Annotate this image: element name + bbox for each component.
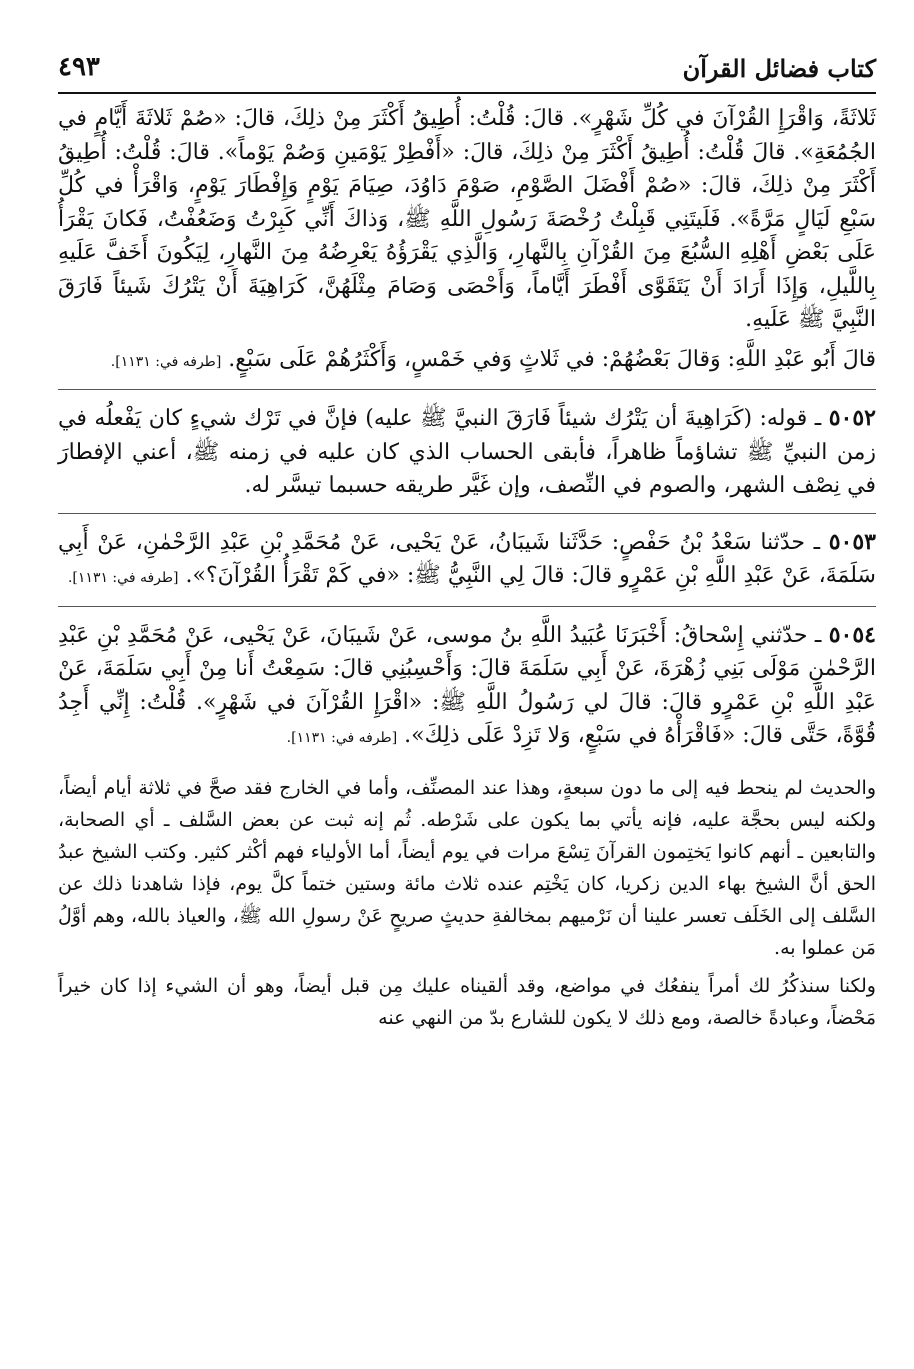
page-header <box>58 40 876 94</box>
hadith-text: ـ حدّثنا سَعْدُ بْنُ حَفْصٍ: حَدَّثَنا شَيبَانُ، عَنْ يَحْيى، عَنْ مُحَمَّدِ بْنِ عَبْدِ الرَّحْمٰنِ، عَنْ أَبِي سَلَمَةَ، عَنْ عَبْدِ اللَّهِ بْنِ عَمْرٍو قالَ: قالَ لِي النَّبِيُّ ﷺ: «في كَمْ تَقْرَأُ القُرْآنَ؟». <box>58 529 876 588</box>
page-number: ٤٩٣ <box>58 52 100 82</box>
book-title: كتاب فضائل القرآن <box>682 54 876 83</box>
hadith-5054 <box>58 619 876 756</box>
document-page <box>58 40 876 1340</box>
cross-reference: [طرفه في: ١١٣١]. <box>67 570 179 586</box>
cross-reference: [طرفه في: ١١٣١]. <box>110 353 222 370</box>
hadith-number: ٥٠٥٤ <box>828 621 876 648</box>
hadith-text: ـ حدّثني إِسْحاقُ: أَخْبَرَنَا عُبَيدُ اللَّهِ بنُ موسى، عَنْ شَيبَانَ، عَنْ يَحْيى، عَنْ مُحَمَّدِ بْنِ عَبْدِ الرَّحْمٰنِ مَوْلَى بَنِي زُهْرَةَ، عَنْ أَبِي سَلَمَةَ قالَ: وَأَحْسِبُنِي قالَ: سَمِعْتُ أَنا مِنْ أَبِي سَلَمَةَ، عَنْ عَبْدِ اللَّهِ بْنِ عَمْرٍو قالَ: قالَ لي رَسُولُ اللَّهِ ﷺ: «اقْرَإِ القُرْآنَ في شَهْرٍ». قُلْتُ: إِنِّي أَجِدُ قُوَّةً، حَتَّى قالَ: «فَاقْرَأْهُ في سَبْعٍ، وَلا تَزِدْ عَلَى ذلِكَ». <box>58 622 876 748</box>
section-divider <box>58 606 876 607</box>
narrator-note <box>58 343 876 380</box>
section-divider <box>58 389 876 390</box>
commentary-5052 <box>58 402 876 503</box>
hadith-5053 <box>58 526 876 596</box>
narrator-note-text: قالَ أَبُو عَبْدِ اللَّهِ: وَقالَ بَعْضُهُمْ: في ثَلاثٍ وَفي خَمْسٍ، وَأَكْثَرُهُمْ عَلَى سَبْعٍ. <box>228 346 876 372</box>
commentary-text: ـ قوله: (كَرَاهِيةَ أن يَتْرُك شيئاً فَارَقَ النبيَّ ﷺ عليه) فإنَّ في تَرْك شيءٍ كان يَفْعلُه في زمن النبيِّ ﷺ تشاؤماً ظاهراً، فأبقى الحساب الذي كان عليه في زمنه ﷺ، أعني الإفطارَ في نِصْف الشهر، والصوم في النِّصف، وإن غَيَّر طريقه حسبما تيسَّر له. <box>58 406 876 498</box>
section-divider <box>58 513 876 514</box>
hadith-number: ٥٠٥٣ <box>828 528 876 555</box>
cross-reference: [طرفه في: ١١٣١]. <box>286 730 398 746</box>
commentary-paragraph: والحديث لم ينحط فيه إلى ما دون سبعةٍ، وهذا عند المصنِّف، وأما في الخارج فقد صحَّ في ثلاثة أيام أيضاً، ولكنه ليس بحجَّة عليه، فإنه يأتي بما يكون على شَرْطه. ثُم إنه ثبت عن بعض السَّلف ـ أي الصحابة، والتابعين ـ أنهم كانوا يَختِمون القرآنَ تِسْعَ مرات في يوم أيضاً، أما الأولياء فهم أكْثر كثير. وكتب الشيخ عبدُ الحق أنَّ الشيخ بهاء الدين زكريا، كان يَخْتِم عنده ثلاث مائة وستين ختماً كلَّ يوم، فإذا شاهدنا ذلك عن السَّلف إلى الخَلَف تعسر علينا أن نَرْميهم بمخالفةِ حديثٍ صريحٍ عَنْ رسولِ الله ﷺ، والعياذ بالله، وهم أوَّلُ مَن عملوا به. <box>58 776 876 959</box>
commentary-paragraph: ولكنا سنذكُرُ لك أمراً ينفعُك في مواضع، وقد ألقيناه عليك مِن قبل أيضاً، وهو أن الشيء إذا كان خيراً مَحْضاً، وعبادةً خالصة، ومع ذلك لا يكون للشارع بدّ من النهي عنه <box>58 974 876 1029</box>
hadith-number: ٥٠٥٢ <box>828 405 876 431</box>
hadith-continuation: ثَلاثَةً، وَاقْرَإِ القُرْآنَ في كُلِّ شَهْرٍ». قالَ: قُلْتُ: أُطِيقُ أَكْثَرَ مِنْ ذلِكَ، قالَ: «صُمْ ثَلاثَةَ أَيَّامٍ في الجُمُعَةِ». قالَ قُلْتُ: أُطِيقُ أَكْثَرَ مِنْ ذلِكَ، قالَ: «أَفْطِرْ يَوْمَينِ وَصُمْ يَوْماً». قالَ: قُلْتُ: أُطِيقُ أَكْثَرَ مِنْ ذلِكَ، قالَ: «صُمْ أَفْضَلَ الصَّوْمِ، صَوْمَ دَاوُدَ، صِيَامَ يَوْمٍ وَإِفْطَارَ يَوْمٍ، وَاقْرَأْ في كُلِّ سَبْعِ لَيَالٍ مَرَّةً». فَلَيتَنِي قَبِلْتُ رُخْصَةَ رَسُولِ اللَّهِ ﷺ، وَذاكَ أَنِّي كَبِرْتُ وَضَعُفْتُ، فَكانَ يَقْرَأُ عَلَى بَعْضِ أَهْلِهِ السُّبُعَ مِنَ القُرْآنِ بِالنَّهارِ، وَالَّذِي يَقْرَؤُهُ يَعْرِضُهُ مِنَ النَّهارِ، لِيَكُونَ أَخَفَّ عَلَيهِ بِاللَّيلِ، وَإِذَا أَرَادَ أَنْ يَتَقَوَّى أَفْطَرَ أَيَّاماً، وَأَحْصَى وَصَامَ مِثْلَهُنَّ، كَرَاهِيَةَ أَنْ يَتْرُكَ شَيئاً فَارَقَ النَّبِيَّ ﷺ عَلَيهِ. <box>58 106 876 332</box>
